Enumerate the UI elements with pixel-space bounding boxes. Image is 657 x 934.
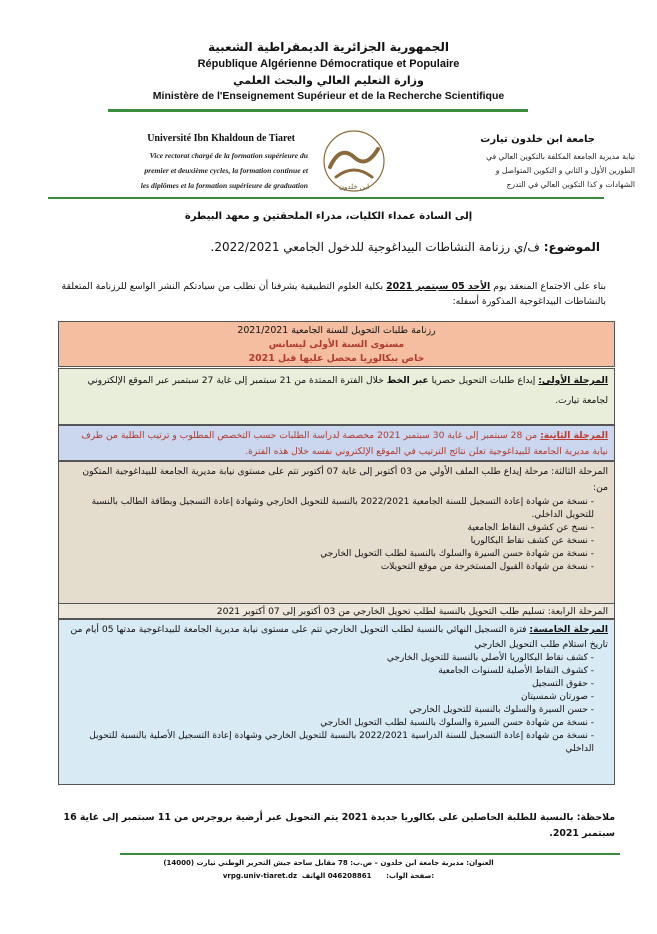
list-item: - كشوف النقاط الأصلية للسنوات الجامعية bbox=[65, 665, 594, 678]
university-ar-subtitle: نيابة مديرية الجامعة المكلفة بالتكوين العالي في الطورين الأول و الثاني و التكوين المتواصل و الشهادات و كذا التكوين العالي في التدرج bbox=[486, 152, 635, 189]
list-item: - صورتان شمسيتان bbox=[65, 691, 594, 704]
phase-five-list bbox=[65, 652, 608, 756]
list-item: - حسن السيرة والسلوك بالنسبة للتحويل الخارجي bbox=[65, 704, 594, 717]
phase-two-box: المرحلة الثانية: من 28 سبتمبر إلى غاية 30 سبتمبر 2021 مخصصة لدراسة الطلبات حسب التخصص المطلوب و ترتيب الطلبة من طرف نيابة مديرية الجامعة للبيداغوجية تعلن نتائج الترتيب في الموقع الإلكتروني نفسه خلال هذه الفترة. bbox=[58, 425, 615, 461]
list-item: - نسخ عن كشوف النقاط الجامعية bbox=[65, 522, 594, 535]
list-item: - كشف نقاط البكالوريا الأصلي بالنسبة للتحويل الخارجي bbox=[65, 652, 594, 665]
university-divider bbox=[48, 197, 604, 199]
list-item: - نسخة من شهادة القبول المستخرجة من موقع التحويلات bbox=[65, 561, 594, 574]
phase-three-box: المرحلة الثالثة: مرحلة إيداع طلب الملف الأولي من 03 أكتوبر إلى غاية 07 أكتوبر تتم على مستوى نيابة مديرية الجامعة للبيداغوجية المتكون من: - نسخة من شهادة إعادة التسجيل للسنة الجامعية 2022/2021 بالنسبة للتحويل الخارجي وشهادة إعادة التسجيل وبطاقة الطالب بالنسبة للتحويل الداخلي. - نسخ عن كشوف النقاط الجامعية - نسخة عن كشف نقاط البكالوريا - نسخة من شهادة حسن السيرة والسلوك بالنسبة لطلب التحويل الخارجي - نسخة من شهادة القبول المستخرجة من موقع التحويلات bbox=[58, 461, 615, 604]
footer-divider bbox=[120, 853, 620, 855]
header-divider bbox=[108, 109, 528, 112]
footer-address: العنوان: مديرية جامعة ابن خلدون – ص.ب: 78 مقابل ساحة جيش التحرير الوطني تيارت (14000) bbox=[163, 859, 494, 867]
phase-one-box: المرحلة الأولى: إيداع طلبات التحويل حصريا عبر الخط خلال الفترة الممتدة من 21 سبتمبر إلى غاية 27 سبتمبر عبر الموقع الإلكتروني لجامعة تيارت. bbox=[58, 368, 615, 425]
header-ar-ministry: وزارة التعليم العالي والبحث العلمي bbox=[233, 74, 424, 87]
university-fr-subtitle: Vice rectorat chargé de la formation supérieure du premier et deuxième cycles, la formation continue et les diplômes et la formation supérieure de graduation bbox=[140, 151, 308, 190]
list-item: - نسخة عن كشف نقاط البكالوريا bbox=[65, 535, 594, 548]
list-item: - نسخة من شهادة حسن السيرة والسلوك بالنسبة لطلب التحويل الخارجي bbox=[65, 717, 594, 730]
list-item: - نسخة من شهادة إعادة التسجيل للسنة الدراسية 2022/2021 بالنسبة للتحويل الخارجي وشهادة إعادة التسجيل الأصلية بالنسبة للتحويل الداخلي bbox=[65, 730, 594, 756]
university-logo bbox=[316, 127, 392, 195]
list-item: - نسخة من شهادة حسن السيرة والسلوك بالنسبة لطلب التحويل الخارجي bbox=[65, 548, 594, 561]
intro-paragraph: بناء على الاجتماع المنعقد يوم الأحد 05 سبتمبر 2021 بكلية العلوم التطبيقية يشرفنا أن نطلب من سيادتكم النشر الواسع للرزنامة المتعلقة بالنشاطات البيداغوجية المذكورة أسفله: bbox=[61, 281, 606, 307]
phase-five-box: المرحلة الخامسة: فترة التسجيل النهائي بالنسبة لطلب التحويل الخارجي تتم على مستوى نيابة مديرية الجامعة للبيداغوجية مدتها 05 أيام من تاريخ استلام طلب التحويل الخارجي - كشف نقاط البكالوريا الأصلي بالنسبة للتحويل الخارجي - كشوف النقاط الأصلية للسنوات الجامعية - حقوق التسجيل - صورتان شمسيتان - حسن السيرة والسلوك بالنسبة للتحويل الخارجي - نسخة من شهادة حسن السيرة والسلوك بالنسبة لطلب التحويل الخارجي - نسخة من شهادة إعادة التسجيل للسنة الدراسية 2022/2021 بالنسبة للتحويل الخارجي وشهادة إعادة التسجيل الأصلية بالنسبة للتحويل الداخلي bbox=[58, 619, 615, 785]
list-item: - حقوق التسجيل bbox=[65, 678, 594, 691]
footer-contact: vrpg.univ-tiaret.dz صفحة الواب: 046208861 الهاتف: bbox=[222, 872, 435, 880]
university-fr-name: Université Ibn Khaldoun de Tiaret bbox=[147, 133, 295, 144]
university-ar-name: جامعة ابن خلدون تيارت bbox=[480, 134, 595, 145]
note-paragraph: ملاحظة: بالنسبة للطلبة الحاصلين على بكالوريا جديدة 2021 يتم التحويل عبر أرضية بروجرس من 11 سبتمبر إلى غاية 16 سبتمبر 2021. bbox=[63, 812, 615, 839]
addressee: إلى السادة عمداء الكليات، مدراء الملحقتين و معهد البيطرة bbox=[184, 211, 473, 222]
subject-line: الموضوع: ف/ي رزنامة النشاطات البيداغوجية للدخول الجامعي 2022/2021. bbox=[210, 240, 600, 254]
phase-four-box: المرحلة الرابعة: تسليم طلب التحويل بالنسبة لطلب تحويل الخارجي من 03 أكتوبر إلى 07 أكتوبر 2021 bbox=[58, 603, 615, 619]
header-ar-republic: الجمهورية الجزائرية الديمقراطية الشعبية bbox=[207, 40, 450, 54]
header-fr-ministry: Ministère de l'Enseignement Supérieur et de la Recherche Scientifique bbox=[152, 90, 505, 102]
svg-text:ابن خلدون: ابن خلدون bbox=[338, 183, 370, 191]
header-fr-republic: République Algérienne Démocratique et Populaire bbox=[197, 58, 460, 70]
list-item: - نسخة من شهادة إعادة التسجيل للسنة الجامعية 2022/2021 بالنسبة للتحويل الخارجي وشهادة إعادة التسجيل وبطاقة الطالب بالنسبة للتحويل الداخلي. bbox=[65, 496, 594, 522]
phase-three-list bbox=[65, 496, 608, 574]
calendar-title-box: رزنامة طلبات التحويل للسنة الجامعية 2021/2021 مستوى السنة الأولى ليسانس خاص ببكالوريا محصل عليها قبل 2021 bbox=[58, 321, 615, 367]
